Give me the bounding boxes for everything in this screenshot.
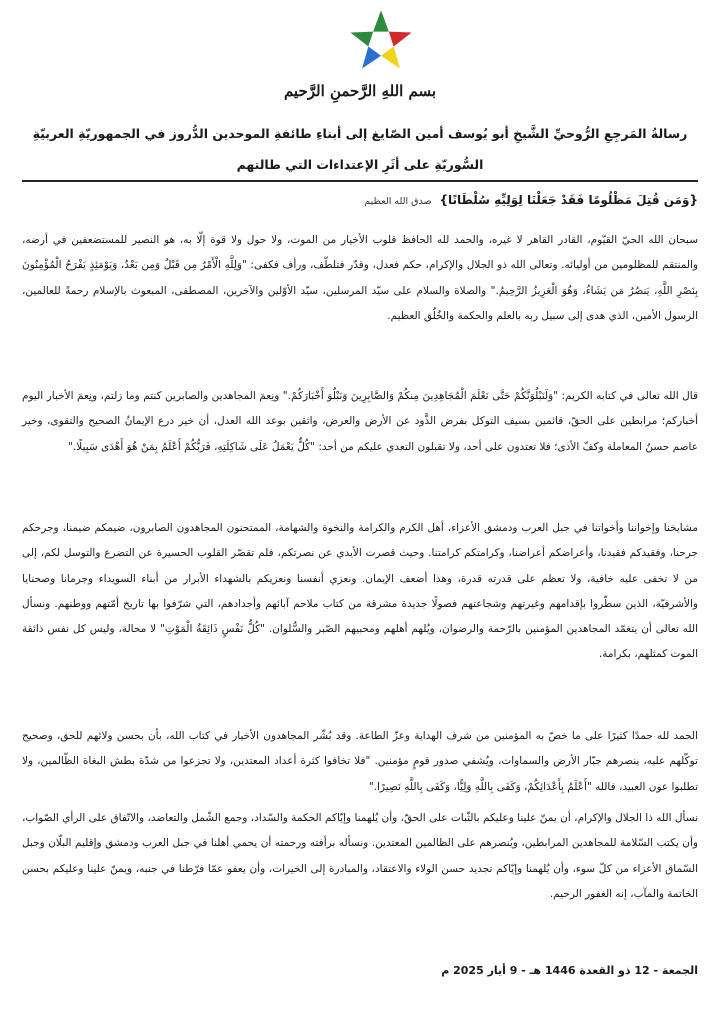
title-divider xyxy=(22,180,698,182)
five-pointed-star-logo xyxy=(346,6,416,76)
quran-verse-line xyxy=(22,190,698,212)
paragraph-4: الحمد لله حمدًا كثيرًا على ما خصّ به المؤمنين من شرف الهداية وعزّ الطاعة. وقد بُشّر المجاهدون الأخيار في كتاب الله، بأن بحسن ولائهم للحق، وصحيح توكّلهم عليه، ينصرهم جبّار الأرض والسماوات، ويُشفي صدور قومٍ مؤمنين. "فلا تخافوا كثرة أعداد المعتدين، ولا تجزعوا من شدّة بطش البغاة الظّالمين، ولا تطلبوا عون العبيد، فالله "أَعْلَمُ بِأَعْدَائِكُمْ، وَكَفَى بِاللَّهِ وَلِيًّا، وَكَفَى بِاللَّهِ نَصِيرًا." xyxy=(22,730,698,793)
letter-date: الجمعة - 12 ذو القعدة 1446 هـ - 9 أيار 2025 م xyxy=(441,964,698,977)
verse-source: صدق الله العظيم xyxy=(364,196,432,207)
paragraph-5: نسأل الله ذا الجلال والإكرام، أن يمنّ علينا وعليكم بالثّبات على الحقّ، وأن يُلهمنا وإيّاكم الحكمة والسّداد، وجمع الشّمل والتعاضد، والاتّفاق على الرأي الصّواب، وأن يكتب السّلامة للمجاهدين المرابطين، ويُنصرهم على الظالمين المعتدين. ونسأله برأفته ورحمته أن يحمي أهلنا في جبل العرب ودمشق وإقليم البلّان وجبل السّماق الأعزاء من كلّ سوء، وأن يُلهمنا وإيّاكم تجديد حسن الولاء والاعتقاد، والمبادرة إلى الخيرات، وأن يعفو عمّا فرّطنا في جنبه، ويمنّ علينا وعليكم بحسن الخاتمة والمآب، إنه الغفور الرحيم. xyxy=(22,812,698,900)
paragraph-3: مشايخنا وإخواننا وأخواتنا في جبل العرب ودمشق الأعزاء، أهل الكرم والكرامة والنخوة والشهامة، الممتحنون المجاهدون الصابرون، ضيمكم ضيمنا، وجرحكم جرحنا، وفقيدكم فقيدنا، وأعراضكم أعراضنا، وكرامتكم كرامتنا. وحيث قصرت الأيدي عن نصرتكم، فلم تقصّر القلوب الحسيرة عن التضرع والتوسل لكم، إلى من لا تخفى عليه خافية، ولا تعظم على قدرته قدرة، وهذا أضعف الإيمان. ونعزي أنفسنا ونعزيكم بالشهداء الأبرار من أبناء السويداء وجرمانا وصحنايا والأشرفيّة، الذين سطّروا بإقدامهم وغيرتهم وشجاعتهم فصولًا جديدة مشرقة من كتاب ملاحم آبائهم وأجدادهم، التي شرّفوا بها تاريخ أمّتهم ووطنهم. ونسأل الله تعالى أن يتغمّد المجاهدين المؤمنين بالرّحمة والرضوان، ويُلهم أهلهم ومحبيهم الصّبر والسُّلوان. "كُلُّ نَفْسٍ ذَائِقَةُ الْمَوْتِ" لا محالة، وليس كل نفس ذائقة الموت كمثلهم، بكرامة. xyxy=(22,522,698,661)
basmala-heading: بسم اللهِ الرَّحمنِ الرَّحيم xyxy=(283,82,437,100)
paragraph-2: قال الله تعالى في كتابه الكريم: "وَلَنَبْلُوَنَّكُمْ حَتَّى نَعْلَمَ الْمُجَاهِدِينَ مِنكُمْ وَالصَّابِرِينَ وَنَبْلُوَ أَخْبَارَكُمْ." ونِعمَ المجاهدين والصابرين كنتم وما زلتم، ونِعمَ الأخبار اليوم أخباركم؛ مرابطين على الحقّ، قائمين بسيف التوكل بفرض الذَّود عن الأرض والعرض، واثقين بوعد الله العدل، أن خير درع الإيمانُ الصحيح والتقوى، وخير عاصم حسنُ المعاملة وكفّ الأذى؛ فلا تعتدون على أحد، ولا تقبلون التعدي عليكم من أحد: "كُلٌّ يَعْمَلُ عَلَى شَاكِلَتِهِ، فَرَبُّكُمْ أَعْلَمُ بِمَنْ هُوَ أَهْدَى سَبِيلًا." xyxy=(22,390,698,453)
letter-title: رسالةُ المَرجِعِ الرُّوحيِّ الشَّيخِ أبو يُوسف أمين الصّايغ إلى أبناءِ طائفةِ الموحدين الدُّروز في الجمهوريّةِ العربيّةِ السُّوريّةِ على أثَرِ الإعتداءات التي طالتهم xyxy=(32,126,688,172)
paragraph-1: سبحان الله الحيّ القيّوم، القادر القاهر لا غيره، والحمد لله الحافظ قلوب الأخيار من الموت، ولا حول ولا قوة إلّا به، هو النصير للمستضعفين في أرضه، والمنتقم للمظلومين من أوليائه. وتعالى الله ذو الجلال والإكرام، حكم فعدل، وقدّر فتلطّف، ورأف فكفى: "وَلِلَّهِ الْأَمْرُ مِن قَبْلُ وَمِن بَعْدُ، وَيَوْمَئِذٍ يَفْرَحُ الْمُؤْمِنُونَ بِنَصْرِ اللَّهِ، يَنصُرُ مَن يَشَاءُ، وَهُوَ الْعَزِيزُ الرَّحِيمُ." والصلاة والسلام على سيّد المرسلين، سيّد الأوّلين والآخرين، المصطفى، المبعوث بالإسلام رحمةً للعالمين، الرسول الأمين، الذي هدى إلى سبيل ربه بالعلم والحكمة والخُلُق العظيم. xyxy=(22,234,698,322)
quran-verse: {وَمَن قُتِلَ مَظْلُومًا فَقَدْ جَعَلْنَا لِوَلِيِّهِ سُلْطَانًا} xyxy=(439,193,698,207)
